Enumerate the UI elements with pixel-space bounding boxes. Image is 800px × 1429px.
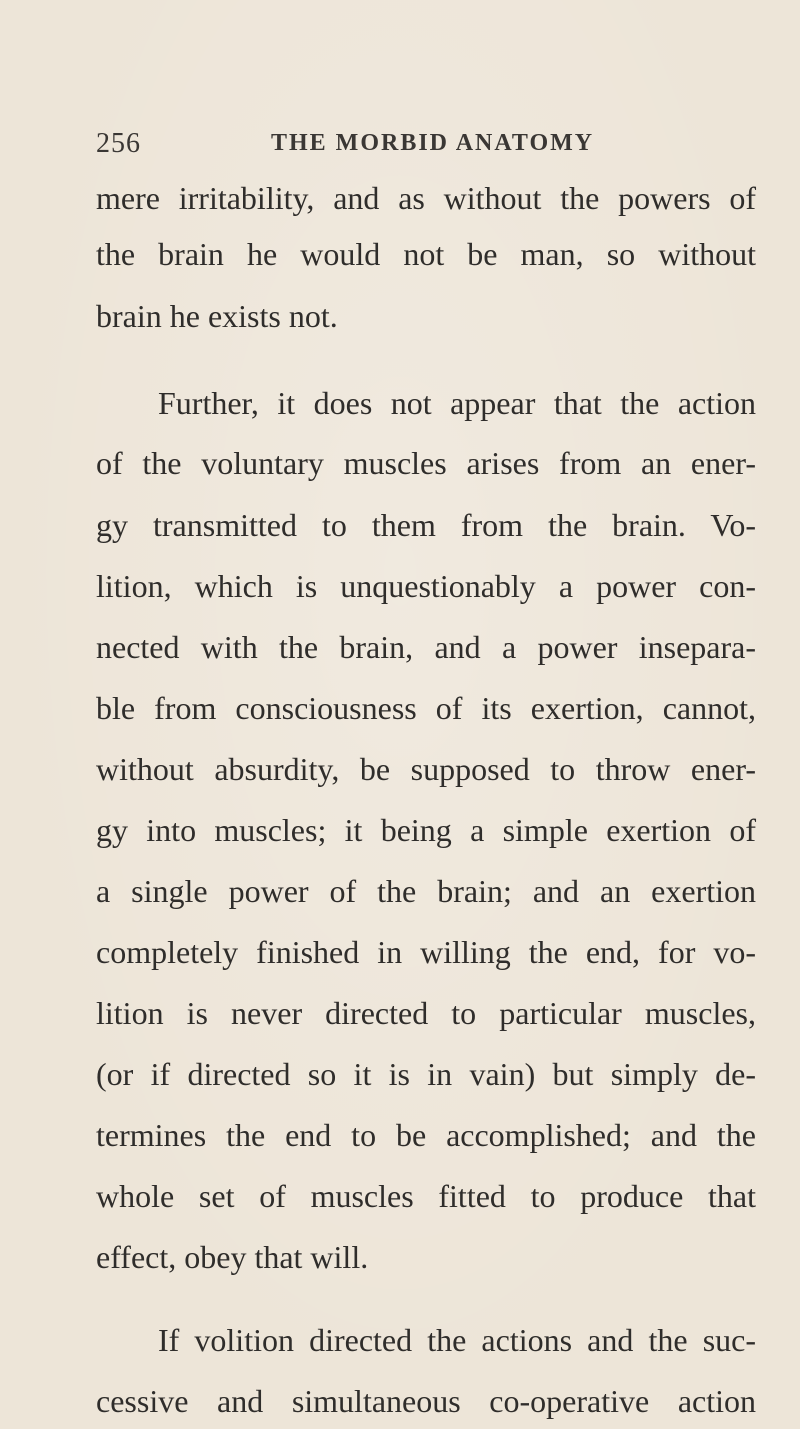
text-line: whole set of muscles fitted to produce that: [96, 1178, 756, 1214]
page-number: 256: [96, 128, 141, 159]
text-line: (or if directed so it is in vain) but simply de-: [96, 1056, 756, 1092]
text-line: cessive and simultaneous co-operative action: [96, 1383, 756, 1419]
text-line: gy transmitted to them from the brain. Vo-: [96, 507, 756, 543]
text-line: Further, it does not appear that the action: [158, 385, 756, 421]
text-line: without absurdity, be supposed to throw ener-: [96, 751, 756, 787]
page-header: [96, 128, 756, 168]
text-line: If volition directed the actions and the suc-: [158, 1322, 756, 1358]
text-line: brain he exists not.: [96, 298, 338, 334]
text-line: lition is never directed to particular muscles,: [96, 995, 756, 1031]
text-line: ble from consciousness of its exertion, cannot,: [96, 690, 756, 726]
text-line: termines the end to be accomplished; and the: [96, 1117, 756, 1153]
text-line: nected with the brain, and a power insepara-: [96, 629, 756, 665]
text-line: effect, obey that will.: [96, 1239, 369, 1275]
text-line: completely finished in willing the end, for vo-: [96, 934, 756, 970]
text-line: of the voluntary muscles arises from an ener-: [96, 445, 756, 481]
text-line: gy into muscles; it being a simple exertion of: [96, 812, 756, 848]
text-line: the brain he would not be man, so without: [96, 236, 756, 272]
running-head: THE MORBID ANATOMY: [271, 130, 595, 156]
text-line: lition, which is unquestionably a power con-: [96, 568, 756, 604]
text-line: mere irritability, and as without the powers of: [96, 180, 756, 216]
text-line: a single power of the brain; and an exertion: [96, 873, 756, 909]
